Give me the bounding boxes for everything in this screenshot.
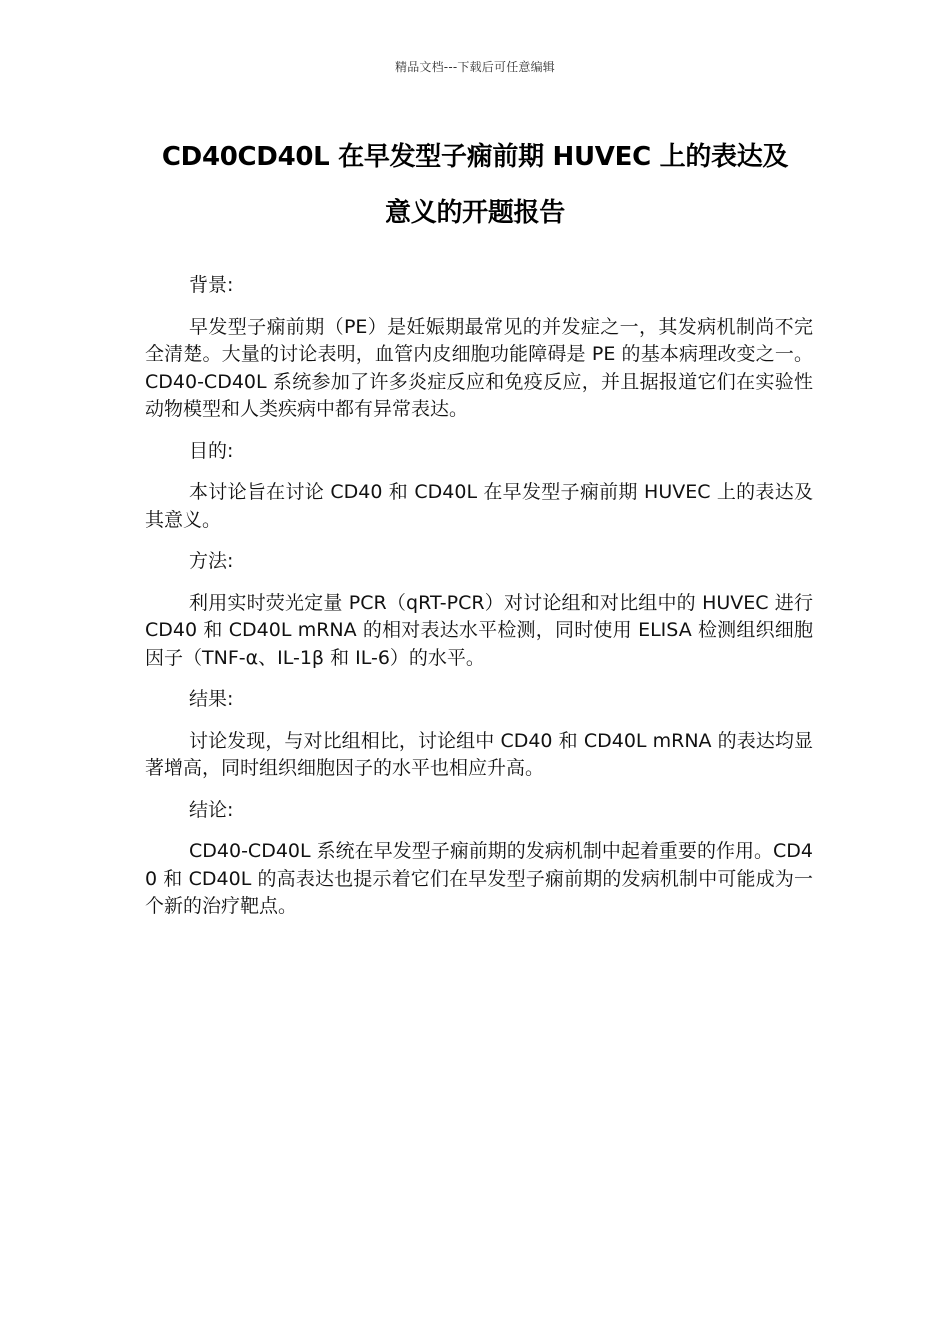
document-title-line-2: 意义的开题报告 [385,198,565,228]
objective-paragraph: 本讨论旨在讨论 CD40 和 CD40L 在早发型子痫前期 HUVEC 上的表达及其意义。 [145,481,813,531]
objective-label: 目的: [189,439,234,462]
background-paragraph: 早发型子痫前期（PE）是妊娠期最常见的并发症之一，其发病机制尚不完全清楚。大量的讨论表明，血管内皮细胞功能障碍是 PE 的基本病理改变之一。CD40-CD40L 系统参加了许多炎症反应和免疫反应，并且据报道它们在实验性动物模型和人类疾病中都有异常表达。 [145,315,813,420]
background-label: 背景: [189,274,234,296]
results-paragraph: 讨论发现，与对比组相比，讨论组中 CD40 和 CD40L mRNA 的表达均显著增高，同时组织细胞因子的水平也相应升高。 [145,729,813,779]
document-body [145,272,813,935]
conclusion-paragraph: CD40-CD40L 系统在早发型子痫前期的发病机制中起着重要的作用。CD40 和 CD40L 的高表达也提示着它们在早发型子痫前期的发病机制中可能成为一个新的治疗靶点。 [145,840,813,917]
conclusion-label: 结论: [189,798,234,821]
results-label: 结果: [189,688,234,710]
methods-label: 方法: [189,550,234,572]
document-title-line-1: CD40CD40L 在早发型子痫前期 HUVEC 上的表达及 [161,142,789,172]
page-header: 精品文档---下载后可任意编辑 [395,60,555,74]
methods-paragraph: 利用实时荧光定量 PCR（qRT-PCR）对讨论组和对比组中的 HUVEC 进行 CD40 和 CD40L mRNA 的相对表达水平检测，同时使用 ELISA 检测组织细胞因子（TNF-α、IL-1β 和 IL-6）的水平。 [145,591,813,669]
